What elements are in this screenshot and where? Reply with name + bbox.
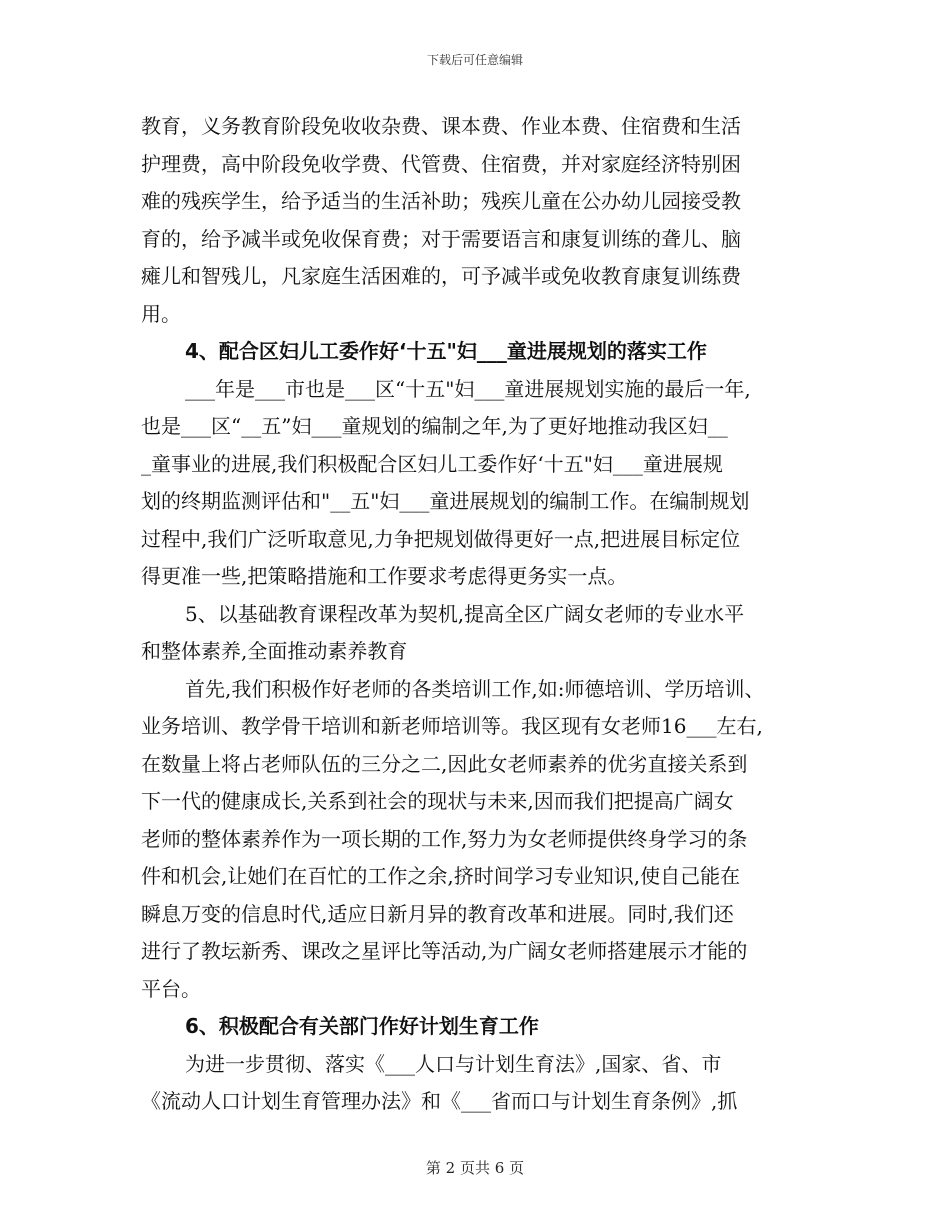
text-line: 老师的整体素养作为一项长期的工作,努力为女老师提供终身学习的条 xyxy=(141,826,748,851)
text-line: 《流动人口计划生育管理办法》和《___省而口与计划生育条例》,抓 xyxy=(141,1089,738,1113)
text-line: 过程中,我们广泛听取意见,力争把规划做得更好一点,把进展目标定位 xyxy=(141,526,741,551)
text-line: 瘫儿和智残儿，凡家庭生活困难的，可予减半或免收教育康复训练费 xyxy=(141,264,741,288)
section-heading: 6、积极配合有关部门作好计划生育工作 xyxy=(185,1014,539,1038)
text-line: 教育，义务教育阶段免收收杂费、课本费、作业本费、住宿费和生活 xyxy=(141,114,741,138)
text-line: 难的残疾学生，给予适当的生活补助；残疾儿童在公办幼儿园接受教 xyxy=(141,189,741,213)
document-body xyxy=(141,108,811,1121)
text-line: 进行了教坛新秀、课改之星评比等活动,为广阔女老师搭建展示才能的 xyxy=(141,939,748,963)
text-line: 也是___区“__五”妇___童规划的编制之年,为了更好地推动我区妇__ xyxy=(141,414,728,438)
text-line: 5、以基础教育课程改革为契机,提高全区广阔女老师的专业水平 xyxy=(185,601,745,626)
page-footer: 第 2 页共 6 页 xyxy=(425,1159,525,1177)
text-line: 首先,我们积极作好老师的各类培训工作,如:师德培训、学历培训、 xyxy=(185,676,765,701)
text-line: 业务培训、教学骨干培训和新老师培训等。我区现有女老师16___左右, xyxy=(141,714,763,738)
section-heading: 4、配合区妇儿工委作好‘十五"妇___童进展规划的落实工作 xyxy=(185,339,707,363)
text-line: _童事业的进展,我们积极配合区妇儿工委作好‘十五"妇___童进展规 xyxy=(141,451,723,476)
text-line: 件和机会,让她们在百忙的工作之余,挤时间学习专业知识,使自己能在 xyxy=(141,864,741,888)
text-line: 瞬息万变的信息时代,适应日新月异的教育改革和进展。同时,我们还 xyxy=(141,901,734,926)
text-line: 和整体素养,全面推动素养教育 xyxy=(141,639,408,663)
text-line: 得更准一些,把策略措施和工作要求考虑得更务实一点。 xyxy=(141,564,628,588)
text-line: 为进一步贯彻、落实《___人口与计划生育法》,国家、省、市 xyxy=(185,1051,722,1076)
text-line: 平台。 xyxy=(141,976,201,1001)
text-line: ___年是___市也是___区“十五"妇___童进展规划实施的最后一年, xyxy=(185,376,751,401)
text-line: 在数量上将占老师队伍的三分之二,因此女老师素养的优劣直接关系到 xyxy=(141,751,748,776)
text-line: 护理费，高中阶段免收学费、代管费、住宿费，并对家庭经济特别困 xyxy=(141,151,741,176)
page-header: 下载后可任意编辑 xyxy=(426,53,523,67)
text-line: 划的终期监测评估和"__五"妇___童进展规划的编制工作。在编制规划 xyxy=(141,489,750,513)
text-line: 下一代的健康成长,关系到社会的现状与未来,因而我们把提高广阔女 xyxy=(141,789,734,813)
text-line: 育的，给予减半或免收保育费；对于需要语言和康复训练的聋儿、脑 xyxy=(141,226,741,251)
text-line: 用。 xyxy=(141,301,181,326)
